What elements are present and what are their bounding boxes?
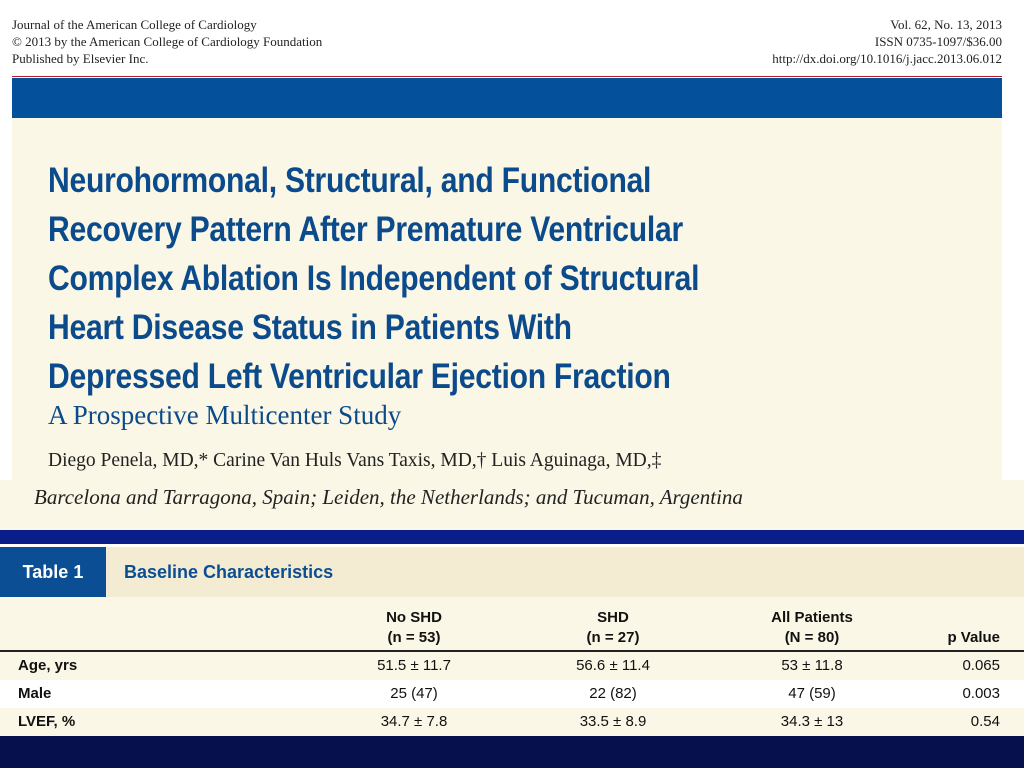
footer-band	[0, 736, 1024, 768]
baseline-table	[0, 544, 1024, 736]
cell-no-shd: 25 (47)	[390, 685, 438, 702]
table-number: Table 1	[0, 547, 106, 597]
column-header-p-value: p Value	[947, 629, 1000, 646]
cell-shd: 33.5 ± 8.9	[579, 713, 647, 730]
cell-all-patients: 53 ± 11.8	[781, 657, 843, 674]
affiliation-strip	[0, 480, 1024, 530]
table-row	[0, 708, 1024, 736]
title-panel	[12, 118, 1002, 480]
table-caption: Baseline Characteristics	[124, 562, 334, 582]
title-line: Complex Ablation Is Independent of Structural	[48, 259, 700, 298]
journal-copyright: © 2013 by the American College of Cardiology Foundation	[12, 34, 323, 49]
column-label: All Patients	[771, 609, 853, 626]
journal-issn: ISSN 0735-1097/$36.00	[874, 34, 1002, 49]
title-line: Depressed Left Ventricular Ejection Fraction	[48, 357, 671, 396]
column-label: No SHD	[386, 609, 442, 626]
row-label: Age, yrs	[18, 657, 78, 674]
article-subtitle: A Prospective Multicenter Study	[48, 400, 402, 430]
column-header-shd	[538, 608, 688, 648]
cell-all-patients: 47 (59)	[788, 685, 836, 702]
cell-p-value: 0.065	[962, 657, 1000, 674]
cell-p-value: 0.54	[970, 713, 1000, 730]
column-label: SHD	[597, 609, 629, 626]
column-header-all-patients	[737, 608, 887, 648]
cell-no-shd: 34.7 ± 7.8	[380, 713, 448, 730]
column-count: (n = 27)	[586, 629, 640, 646]
cell-all-patients: 34.3 ± 13	[780, 713, 844, 730]
section-divider	[0, 530, 1024, 544]
journal-volume: Vol. 62, No. 13, 2013	[890, 17, 1002, 32]
title-line: Recovery Pattern After Premature Ventricular	[48, 210, 683, 249]
article-title	[48, 156, 702, 401]
journal-header	[12, 16, 1002, 76]
table-row	[0, 680, 1024, 708]
issue-info	[772, 16, 1002, 67]
cell-shd: 22 (82)	[589, 685, 637, 702]
column-count: (n = 53)	[387, 629, 441, 646]
column-header-no-shd	[339, 608, 489, 648]
journal-publisher: Published by Elsevier Inc.	[12, 51, 149, 66]
article-affiliation: Barcelona and Tarragona, Spain; Leiden, the Netherlands; and Tucuman, Argentina	[34, 485, 743, 509]
cell-p-value: 0.003	[962, 685, 1000, 702]
title-line: Neurohormonal, Structural, and Functional	[48, 161, 652, 200]
header-blue-band	[12, 78, 1002, 118]
row-label: Male	[18, 685, 52, 702]
row-label: LVEF, %	[18, 713, 76, 730]
journal-info	[12, 16, 322, 67]
article-authors: Diego Penela, MD,* Carine Van Huls Vans Taxis, MD,† Luis Aguinaga, MD,‡	[48, 450, 662, 471]
cell-no-shd: 51.5 ± 11.7	[377, 657, 451, 674]
journal-doi[interactable]: http://dx.doi.org/10.1016/j.jacc.2013.06.012	[772, 51, 1002, 66]
cell-shd: 56.6 ± 11.4	[576, 657, 650, 674]
journal-name: Journal of the American College of Cardiology	[12, 17, 257, 32]
title-line: Heart Disease Status in Patients With	[48, 308, 572, 347]
column-count: (N = 80)	[784, 629, 840, 646]
header-rule	[12, 76, 1002, 77]
table-row	[0, 652, 1024, 680]
